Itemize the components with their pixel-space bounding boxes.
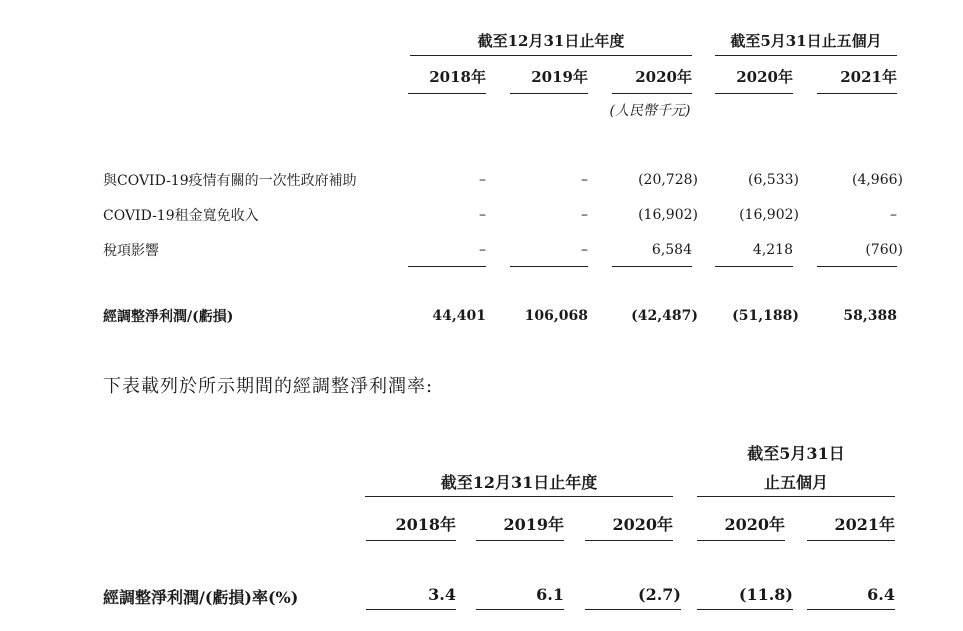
table-cell: (4,966) bbox=[851, 172, 903, 188]
total-cell: (51,188) bbox=[732, 308, 799, 324]
year-header: 2019年 bbox=[531, 68, 588, 86]
year-header: 2020年 bbox=[724, 515, 785, 534]
table-cell: – bbox=[479, 242, 486, 258]
year-rule bbox=[408, 93, 486, 94]
margin-cell: 6.4 bbox=[867, 585, 895, 604]
row-label: COVID-19租金寬免收入 bbox=[103, 208, 259, 224]
table-cell: – bbox=[581, 207, 588, 223]
year-rule bbox=[715, 93, 793, 94]
year-header: 2020年 bbox=[612, 515, 673, 534]
year-rule bbox=[612, 93, 692, 94]
total-row-label: 經調整淨利潤/(虧損) bbox=[103, 309, 234, 325]
year-header: 2020年 bbox=[736, 68, 793, 86]
margin-rule bbox=[697, 609, 793, 610]
group-header-five-months: 截至5月31日止五個月 bbox=[730, 32, 882, 50]
year-rule bbox=[476, 540, 564, 541]
margin-cell: 6.1 bbox=[536, 585, 564, 604]
group-header-fiscal-year: 截至12月31日止年度 bbox=[477, 32, 625, 50]
year-rule bbox=[585, 540, 673, 541]
margin-rule bbox=[585, 609, 681, 610]
table-cell: – bbox=[479, 172, 486, 188]
year-header: 2021年 bbox=[840, 68, 897, 86]
subtotal-rule bbox=[715, 266, 793, 267]
margin-cell: 3.4 bbox=[428, 585, 456, 604]
margin-cell: (11.8) bbox=[738, 585, 793, 604]
intro-paragraph: 下表載列於所示期間的經調整淨利潤率: bbox=[103, 376, 434, 397]
margin-rule bbox=[476, 609, 564, 610]
table-cell: – bbox=[581, 242, 588, 258]
row-label: 稅項影響 bbox=[103, 243, 159, 259]
table-cell: 4,218 bbox=[752, 242, 793, 258]
year-header: 2020年 bbox=[635, 68, 692, 86]
total-cell: 58,388 bbox=[843, 308, 897, 324]
group-header-fiscal-year: 截至12月31日止年度 bbox=[440, 473, 598, 492]
year-rule bbox=[817, 93, 897, 94]
group-rule-fiscal-year bbox=[365, 496, 673, 497]
group-rule-five-months bbox=[697, 496, 895, 497]
table-cell: (760) bbox=[865, 242, 903, 258]
year-header: 2019年 bbox=[503, 515, 564, 534]
table-cell: (20,728) bbox=[638, 172, 698, 188]
subtotal-rule bbox=[612, 266, 692, 267]
margin-rule bbox=[807, 609, 895, 610]
subtotal-rule bbox=[408, 266, 486, 267]
table-cell: (6,533) bbox=[747, 172, 799, 188]
group-rule-five-months bbox=[715, 55, 897, 56]
year-header: 2018年 bbox=[429, 68, 486, 86]
group-header-five-months-line1: 截至5月31日 bbox=[747, 444, 845, 463]
row-label: 與COVID-19疫情有關的一次性政府補助 bbox=[103, 173, 357, 189]
margin-cell: (2.7) bbox=[638, 585, 681, 604]
table-cell: – bbox=[581, 172, 588, 188]
table-cell: – bbox=[890, 207, 897, 223]
year-rule bbox=[807, 540, 895, 541]
margin-rule bbox=[366, 609, 456, 610]
year-header: 2021年 bbox=[834, 515, 895, 534]
table-cell: 6,584 bbox=[651, 242, 692, 258]
year-rule bbox=[510, 93, 588, 94]
margin-row-label: 經調整淨利潤/(虧損)率(%) bbox=[103, 588, 299, 607]
subtotal-rule bbox=[817, 266, 897, 267]
total-cell: 106,068 bbox=[524, 308, 588, 324]
unit-note: (人民幣千元) bbox=[609, 103, 691, 119]
table-cell: (16,902) bbox=[638, 207, 698, 223]
year-rule bbox=[697, 540, 785, 541]
group-header-five-months-line2: 止五個月 bbox=[763, 473, 828, 492]
total-cell: 44,401 bbox=[432, 308, 486, 324]
total-cell: (42,487) bbox=[631, 308, 698, 324]
subtotal-rule bbox=[510, 266, 588, 267]
year-rule bbox=[366, 540, 456, 541]
group-rule-fiscal-year bbox=[410, 55, 692, 56]
table-cell: – bbox=[479, 207, 486, 223]
year-header: 2018年 bbox=[395, 515, 456, 534]
table-cell: (16,902) bbox=[739, 207, 799, 223]
